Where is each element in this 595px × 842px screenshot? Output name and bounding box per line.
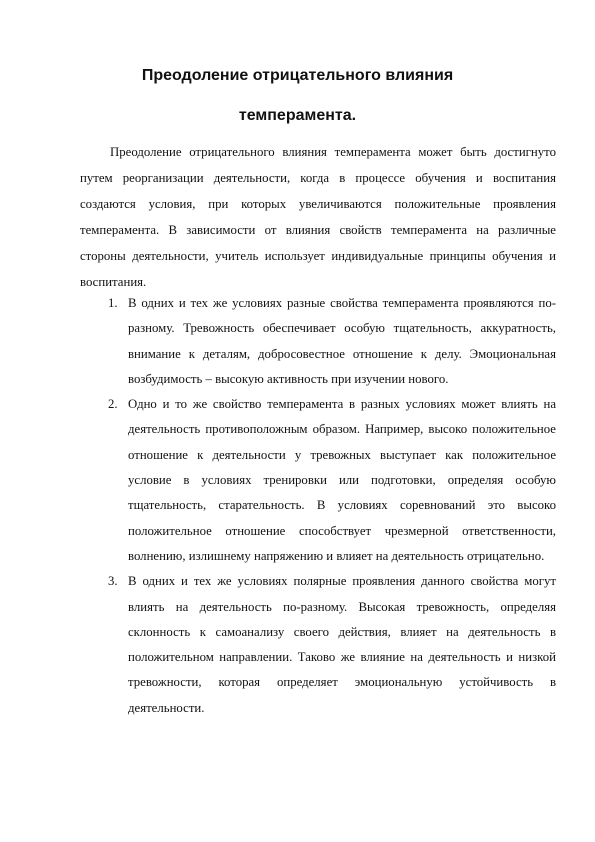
list-item — [108, 569, 556, 721]
list-item-number: 2. — [108, 397, 118, 412]
list-item-number: 1. — [108, 296, 118, 310]
list-item — [108, 291, 556, 392]
list-item — [108, 392, 556, 569]
intro-paragraph: Преодоление отрицательного влияния темперамента может быть достигнуто путем реорганизации деятельности, когда в процессе обучения и воспитания создаются условия, при которых увеличиваются положительные проявления темперамента. В зависимости от влияния свойств темперамента на различные стороны деятельности, учитель использует индивидуальные принципы обучения и воспитания. — [80, 145, 556, 290]
document-title-line-1: Преодоление отрицательного влияния — [141, 67, 454, 84]
document-title-line-2: темперамента. — [238, 107, 357, 124]
list-item-text: В одних и тех же условиях полярные проявления данного свойства могут влиять на деятельность по-разному. Высокая тревожность, определяя склонность к самоанализу своего действия, влияет на деятельность в положительном направлении. Таково же влияние на деятельность и низкой тревожности, которая определяет эмоциональную устойчивость в деятельности. — [128, 574, 556, 715]
list-item-text: В одних и тех же условиях разные свойства темперамента проявляются по-разному. Тревожность обеспечивает особую тщательность, аккуратность, внимание к деталям, добросовестное отношение к делу. Эмоциональная возбудимость – высокую активность при изучении нового. — [128, 296, 556, 386]
numbered-list — [108, 291, 556, 721]
list-item-number: 3. — [108, 574, 118, 589]
list-item-text: Одно и то же свойство темперамента в разных условиях может влиять на деятельность противоположным образом. Например, высоко положительное отношение к деятельности у тревожных выступает как положительное условие в условиях тренировки или подготовки, определяя особую тщательность, старательность. В условиях соревнований это высоко положительное отношение способствует чрезмерной ответственности, волнению, излишнему напряжению и влияет на деятельность отрицательно. — [128, 397, 556, 563]
